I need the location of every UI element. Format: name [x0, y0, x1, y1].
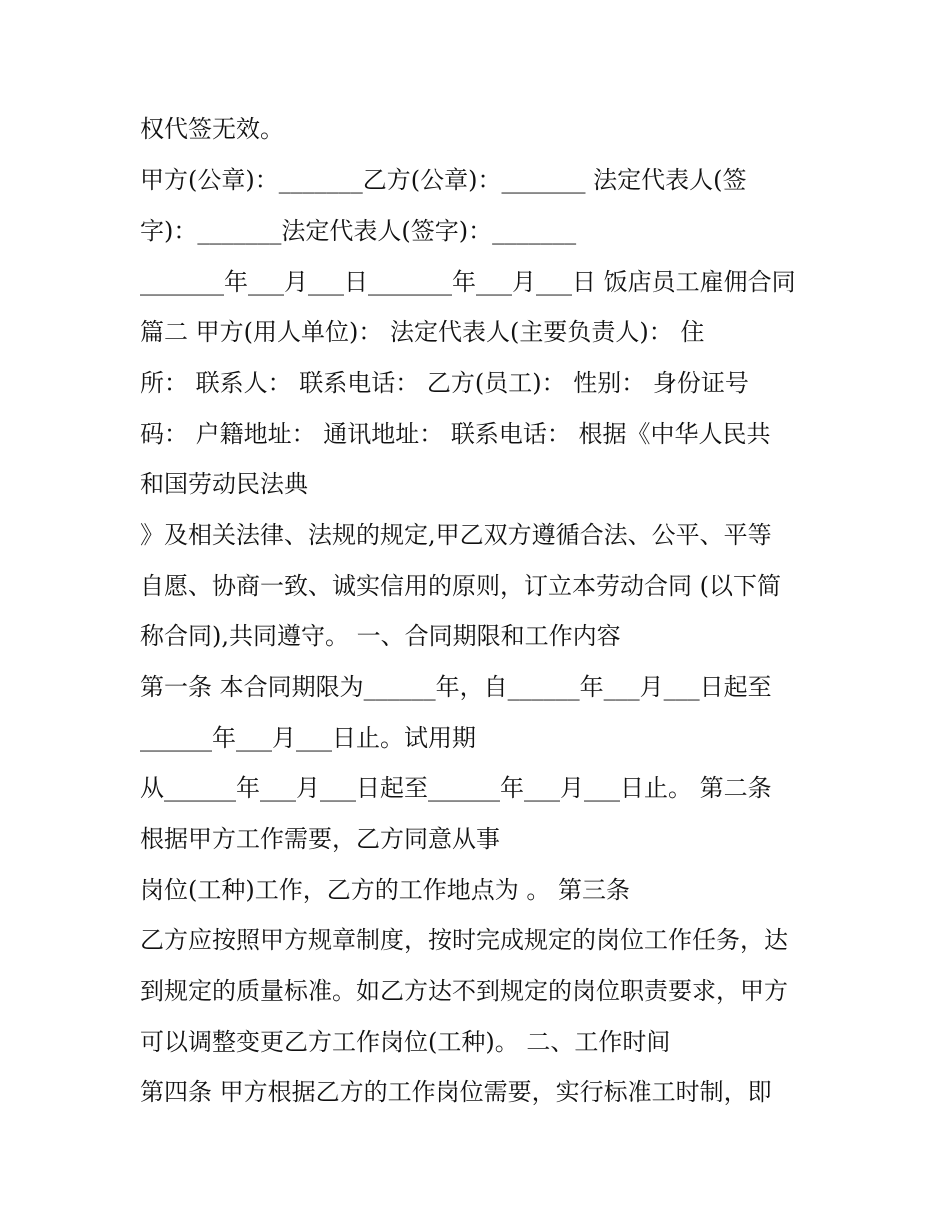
text-line: 篇二 甲方(用人单位)： 法定代表人(主要负责人)： 住: [140, 318, 705, 346]
text-line: 》及相关法律、法规的规定,甲乙双方遵循合法、公平、平等: [140, 521, 772, 549]
text-line: 从______年___月___日起至______年___月___日止。 第二条: [140, 774, 772, 802]
text-line: 码： 户籍地址： 通讯地址： 联系电话： 根据《中华人民共: [140, 420, 771, 448]
text-line: 第一条 本合同期限为______年，自______年___月___日起至: [140, 673, 772, 701]
text-line: 到规定的质量标准。如乙方达不到规定的岗位职责要求，甲方: [140, 977, 788, 1005]
text-line: 称合同),共同遵守。 一、合同期限和工作内容: [140, 622, 621, 650]
text-line: 乙方应按照甲方规章制度，按时完成规定的岗位工作任务，达: [140, 926, 788, 954]
text-line: 和国劳动民法典: [140, 470, 308, 498]
text-line: 自愿、协商一致、诚实信用的原则，订立本劳动合同 (以下简: [140, 572, 781, 600]
text-line: 权代签无效。: [140, 115, 284, 143]
text-line: 岗位(工种)工作，乙方的工作地点为 。 第三条: [140, 876, 630, 904]
text-line: ______年___月___日止。试用期: [140, 724, 476, 752]
text-line: 第四条 甲方根据乙方的工作岗位需要，实行标准工时制，即: [140, 1078, 772, 1106]
text-line: 根据甲方工作需要，乙方同意从事: [140, 825, 500, 853]
text-line: 可以调整变更乙方工作岗位(工种)。 二、工作时间: [140, 1028, 671, 1056]
text-line: 甲方(公章)：_______乙方(公章)：_______ 法定代表人(签: [140, 166, 747, 194]
text-line: 所： 联系人： 联系电话： 乙方(员工)： 性别： 身份证号: [140, 369, 749, 397]
text-line: _______年___月___日_______年___月___日 饭店员工雇佣合同: [140, 268, 796, 296]
text-line: 字)：_______法定代表人(签字)：_______: [140, 217, 577, 245]
